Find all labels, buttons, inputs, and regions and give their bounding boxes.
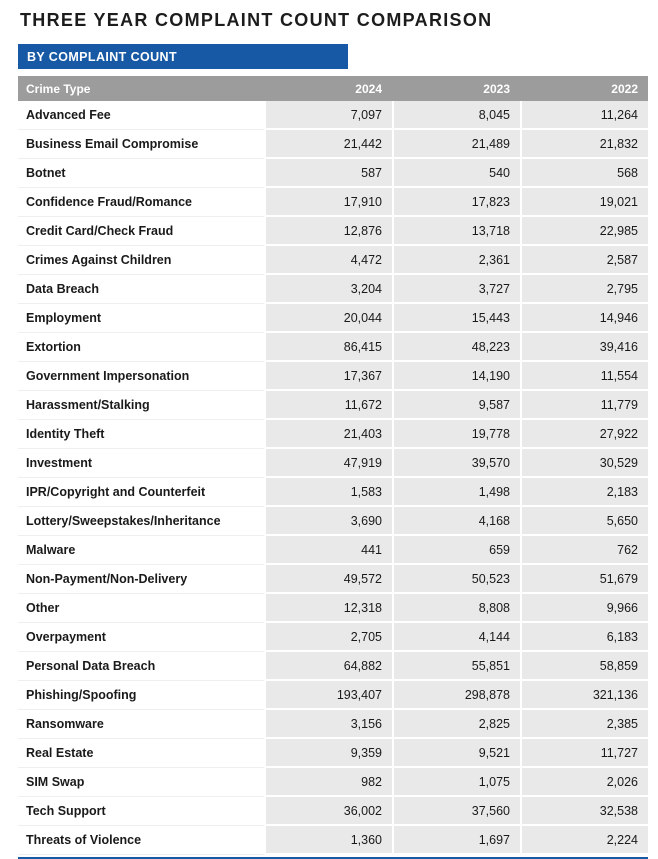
- count-cell: 2,825: [392, 710, 520, 739]
- table-row: [18, 681, 648, 710]
- table-row: [18, 623, 648, 652]
- count-cell: 32,538: [520, 797, 648, 826]
- table-row: [18, 536, 648, 565]
- count-cell: 12,876: [264, 217, 392, 246]
- count-cell: 982: [264, 768, 392, 797]
- count-cell: 30,529: [520, 449, 648, 478]
- crime-type-cell: Overpayment: [18, 623, 264, 652]
- crime-type-cell: Employment: [18, 304, 264, 333]
- count-cell: 11,554: [520, 362, 648, 391]
- count-cell: 568: [520, 159, 648, 188]
- count-cell: 22,985: [520, 217, 648, 246]
- count-cell: 20,044: [264, 304, 392, 333]
- count-cell: 39,416: [520, 333, 648, 362]
- count-cell: 12,318: [264, 594, 392, 623]
- crime-type-cell: Government Impersonation: [18, 362, 264, 391]
- table-row: [18, 652, 648, 681]
- count-cell: 762: [520, 536, 648, 565]
- crime-type-cell: Tech Support: [18, 797, 264, 826]
- count-cell: 6,183: [520, 623, 648, 652]
- crime-type-cell: Business Email Compromise: [18, 130, 264, 159]
- count-cell: 36,002: [264, 797, 392, 826]
- table-header: [18, 76, 648, 101]
- count-cell: 64,882: [264, 652, 392, 681]
- crime-type-cell: Crimes Against Children: [18, 246, 264, 275]
- table-row: [18, 768, 648, 797]
- count-cell: 8,045: [392, 101, 520, 130]
- count-cell: 5,650: [520, 507, 648, 536]
- crime-type-cell: Credit Card/Check Fraud: [18, 217, 264, 246]
- count-cell: 49,572: [264, 565, 392, 594]
- crime-type-cell: Phishing/Spoofing: [18, 681, 264, 710]
- count-cell: 1,583: [264, 478, 392, 507]
- count-cell: 298,878: [392, 681, 520, 710]
- table-row: [18, 594, 648, 623]
- count-cell: 14,946: [520, 304, 648, 333]
- table-row: [18, 275, 648, 304]
- crime-type-cell: Threats of Violence: [18, 826, 264, 855]
- count-cell: 2,361: [392, 246, 520, 275]
- column-header-2022: 2022: [520, 76, 648, 101]
- count-cell: 4,168: [392, 507, 520, 536]
- table-body: [18, 101, 648, 855]
- count-cell: 9,359: [264, 739, 392, 768]
- count-cell: 9,521: [392, 739, 520, 768]
- count-cell: 321,136: [520, 681, 648, 710]
- crime-type-cell: Extortion: [18, 333, 264, 362]
- count-cell: 19,021: [520, 188, 648, 217]
- count-cell: 50,523: [392, 565, 520, 594]
- table-row: [18, 159, 648, 188]
- count-cell: 2,795: [520, 275, 648, 304]
- count-cell: 37,560: [392, 797, 520, 826]
- tab-label: BY COMPLAINT COUNT: [27, 49, 178, 64]
- count-cell: 8,808: [392, 594, 520, 623]
- crime-type-cell: IPR/Copyright and Counterfeit: [18, 478, 264, 507]
- count-cell: 9,966: [520, 594, 648, 623]
- count-cell: 17,823: [392, 188, 520, 217]
- crime-type-cell: Harassment/Stalking: [18, 391, 264, 420]
- count-cell: 48,223: [392, 333, 520, 362]
- table-row: [18, 362, 648, 391]
- count-cell: 193,407: [264, 681, 392, 710]
- count-cell: 7,097: [264, 101, 392, 130]
- count-cell: 17,367: [264, 362, 392, 391]
- table-row: [18, 304, 648, 333]
- page-title: THREE YEAR COMPLAINT COUNT COMPARISON: [20, 10, 493, 30]
- count-cell: 58,859: [520, 652, 648, 681]
- table-row: [18, 710, 648, 739]
- table-row: [18, 333, 648, 362]
- count-cell: 2,705: [264, 623, 392, 652]
- crime-type-cell: SIM Swap: [18, 768, 264, 797]
- table-row: [18, 101, 648, 130]
- table-row: [18, 188, 648, 217]
- complaint-count-table: [18, 76, 648, 855]
- count-cell: 21,403: [264, 420, 392, 449]
- count-cell: 47,919: [264, 449, 392, 478]
- count-cell: 4,144: [392, 623, 520, 652]
- count-cell: 3,204: [264, 275, 392, 304]
- table-row: [18, 739, 648, 768]
- count-cell: 55,851: [392, 652, 520, 681]
- count-cell: 2,183: [520, 478, 648, 507]
- count-cell: 14,190: [392, 362, 520, 391]
- crime-type-cell: Confidence Fraud/Romance: [18, 188, 264, 217]
- table-row: [18, 797, 648, 826]
- table-row: [18, 246, 648, 275]
- column-header-2023: 2023: [392, 76, 520, 101]
- count-cell: 3,156: [264, 710, 392, 739]
- count-cell: 11,779: [520, 391, 648, 420]
- crime-type-cell: Advanced Fee: [18, 101, 264, 130]
- count-cell: 1,075: [392, 768, 520, 797]
- table-row: [18, 420, 648, 449]
- table-header-row: [18, 76, 648, 101]
- count-cell: 4,472: [264, 246, 392, 275]
- count-cell: 587: [264, 159, 392, 188]
- count-cell: 2,026: [520, 768, 648, 797]
- count-cell: 1,498: [392, 478, 520, 507]
- table-row: [18, 826, 648, 855]
- count-cell: 15,443: [392, 304, 520, 333]
- crime-type-cell: Malware: [18, 536, 264, 565]
- count-cell: 659: [392, 536, 520, 565]
- crime-type-cell: Investment: [18, 449, 264, 478]
- crime-type-cell: Lottery/Sweepstakes/Inheritance: [18, 507, 264, 536]
- count-cell: 540: [392, 159, 520, 188]
- crime-type-cell: Ransomware: [18, 710, 264, 739]
- table-row: [18, 565, 648, 594]
- crime-type-cell: Real Estate: [18, 739, 264, 768]
- table-row: [18, 391, 648, 420]
- count-cell: 51,679: [520, 565, 648, 594]
- crime-type-cell: Personal Data Breach: [18, 652, 264, 681]
- count-cell: 3,727: [392, 275, 520, 304]
- count-cell: 441: [264, 536, 392, 565]
- column-header-2024: 2024: [264, 76, 392, 101]
- table-row: [18, 507, 648, 536]
- count-cell: 11,727: [520, 739, 648, 768]
- count-cell: 17,910: [264, 188, 392, 217]
- table-row: [18, 478, 648, 507]
- count-cell: 27,922: [520, 420, 648, 449]
- count-cell: 2,385: [520, 710, 648, 739]
- crime-type-cell: Botnet: [18, 159, 264, 188]
- count-cell: 2,587: [520, 246, 648, 275]
- column-header-crime-type: Crime Type: [18, 76, 264, 101]
- count-cell: 1,360: [264, 826, 392, 855]
- table-row: [18, 130, 648, 159]
- count-cell: 86,415: [264, 333, 392, 362]
- count-cell: 21,442: [264, 130, 392, 159]
- crime-type-cell: Data Breach: [18, 275, 264, 304]
- crime-type-cell: Identity Theft: [18, 420, 264, 449]
- count-cell: 21,832: [520, 130, 648, 159]
- count-cell: 39,570: [392, 449, 520, 478]
- count-cell: 11,672: [264, 391, 392, 420]
- table-row: [18, 217, 648, 246]
- count-cell: 3,690: [264, 507, 392, 536]
- count-cell: 13,718: [392, 217, 520, 246]
- table-row: [18, 449, 648, 478]
- crime-type-cell: Other: [18, 594, 264, 623]
- count-cell: 11,264: [520, 101, 648, 130]
- count-cell: 19,778: [392, 420, 520, 449]
- count-cell: 1,697: [392, 826, 520, 855]
- count-cell: 21,489: [392, 130, 520, 159]
- count-cell: 9,587: [392, 391, 520, 420]
- tab-by-complaint-count[interactable]: [18, 44, 348, 69]
- crime-type-cell: Non-Payment/Non-Delivery: [18, 565, 264, 594]
- count-cell: 2,224: [520, 826, 648, 855]
